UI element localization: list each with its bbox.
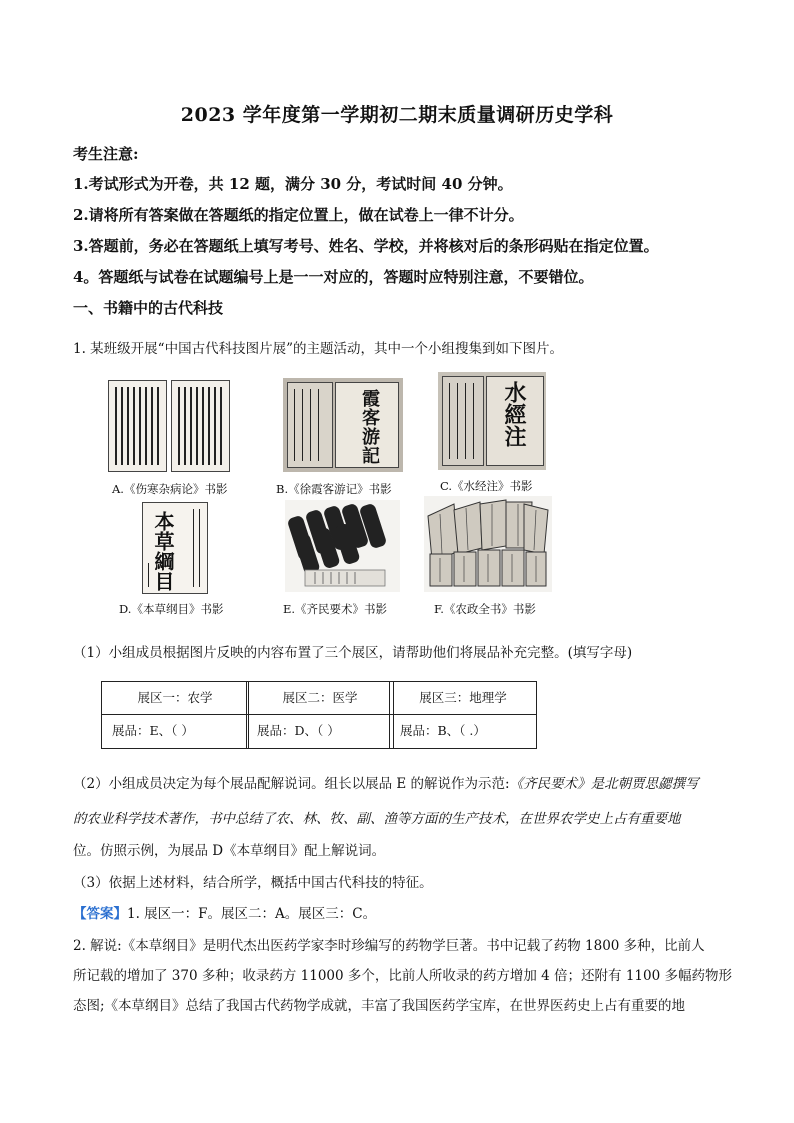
caption-d: D.《本草纲目》书影 bbox=[119, 602, 224, 616]
zone-items: 展品：B、（ .） bbox=[400, 723, 486, 738]
sub-question-2 bbox=[73, 772, 699, 792]
cover-d-title: 本草綱目 bbox=[151, 511, 175, 591]
image-f-nongzheng bbox=[424, 496, 552, 592]
sub-question-1: （1）小组成员根据图片反映的内容布置了三个展区，请帮助他们将展品补充完整。(填写字母) bbox=[73, 645, 633, 661]
image-d-bencao bbox=[142, 502, 208, 594]
example-text: 《齐民要术》是北朝贾思勰撰写 bbox=[509, 776, 699, 792]
question-1-intro: 1. 某班级开展“中国古代科技图片展”的主题活动，其中一个小组搜集到如下图片。 bbox=[73, 341, 563, 357]
caption-e: E.《齐民要术》书影 bbox=[283, 602, 388, 616]
explanation-line: 所记载的增加了 370 多种；收录药方 11000 多个，比前人所收录的药方增加 4 倍；还附有 1100 多幅药物形 bbox=[73, 968, 732, 984]
explanation-line: 态图;《本草纲目》总结了我国古代药物学成就，丰富了我国医药学宝库，在世界医药史上占有重要的地 bbox=[73, 998, 686, 1014]
notice-item: 2.请将所有答案做在答题纸的指定位置上，做在试卷上一律不计分。 bbox=[73, 206, 524, 224]
notice-item: 1.考试形式为开卷，共 12 题，满分 30 分，考试时间 40 分钟。 bbox=[73, 175, 513, 193]
notice-item: 4。答题纸与试卷在试题编号上是一一对应的，答题时应特别注意，不要错位。 bbox=[73, 268, 594, 286]
notice-heading: 考生注意: bbox=[73, 145, 139, 163]
zone-items: 展品：E、（ ） bbox=[112, 723, 194, 738]
cover-b-title: 霞客游記 bbox=[359, 389, 380, 465]
page-title: 2023 学年度第一学期初二期末质量调研历史学科 bbox=[180, 104, 614, 126]
zone-items: 展品：D、（ ） bbox=[257, 723, 340, 738]
answer-line bbox=[73, 902, 376, 922]
explanation-line: 2. 解说:《本草纲目》是明代杰出医药学家李时珍编写的药物学巨著。书中记载了药物 1800 多种，比前人 bbox=[73, 938, 705, 954]
zone-header: 展区三：地理学 bbox=[390, 682, 536, 715]
section-heading: 一、书籍中的古代科技 bbox=[73, 299, 224, 317]
caption-b: B.《徐霞客游记》书影 bbox=[276, 482, 392, 496]
notice-item: 3.答题前，务必在答题纸上填写考号、姓名、学校，并将核对后的条形码贴在指定位置。 bbox=[73, 237, 659, 255]
exhibit-zone-1 bbox=[101, 681, 249, 749]
image-a-shanghan bbox=[108, 380, 230, 472]
exhibit-zone-3 bbox=[389, 681, 537, 749]
caption-f: F.《农政全书》书影 bbox=[434, 602, 536, 616]
sub-question-2-lead: （2）小组成员决定为每个展品配解说词。组长以展品 E 的解说作为示范: bbox=[73, 776, 510, 792]
zone-header: 展区二：医学 bbox=[247, 682, 393, 715]
answer-text: 1. 展区一：F。展区二：A。展区三：C。 bbox=[127, 906, 377, 922]
exhibit-zone-2 bbox=[246, 681, 394, 749]
image-e-qimin bbox=[285, 500, 400, 592]
image-c-shuijing bbox=[438, 372, 546, 470]
image-b-xuxiake bbox=[283, 378, 403, 472]
caption-c: C.《水经注》书影 bbox=[440, 479, 533, 493]
caption-a: A.《伤寒杂病论》书影 bbox=[112, 482, 228, 496]
example-text-line: 的农业科学技术著作，书中总结了农、林、牧、副、渔等方面的生产技术，在世界农学史上占有重要地 bbox=[73, 811, 681, 827]
sub-question-3: （3）依据上述材料，结合所学，概括中国古代科技的特征。 bbox=[73, 875, 433, 891]
cover-c-title: 水經注 bbox=[501, 381, 527, 447]
sub-question-2-instruction: 位。仿照示例，为展品 D《本草纲目》配上解说词。 bbox=[73, 843, 386, 859]
zone-header: 展区一：农学 bbox=[102, 682, 248, 715]
answer-tag: 【答案】 bbox=[73, 906, 127, 922]
